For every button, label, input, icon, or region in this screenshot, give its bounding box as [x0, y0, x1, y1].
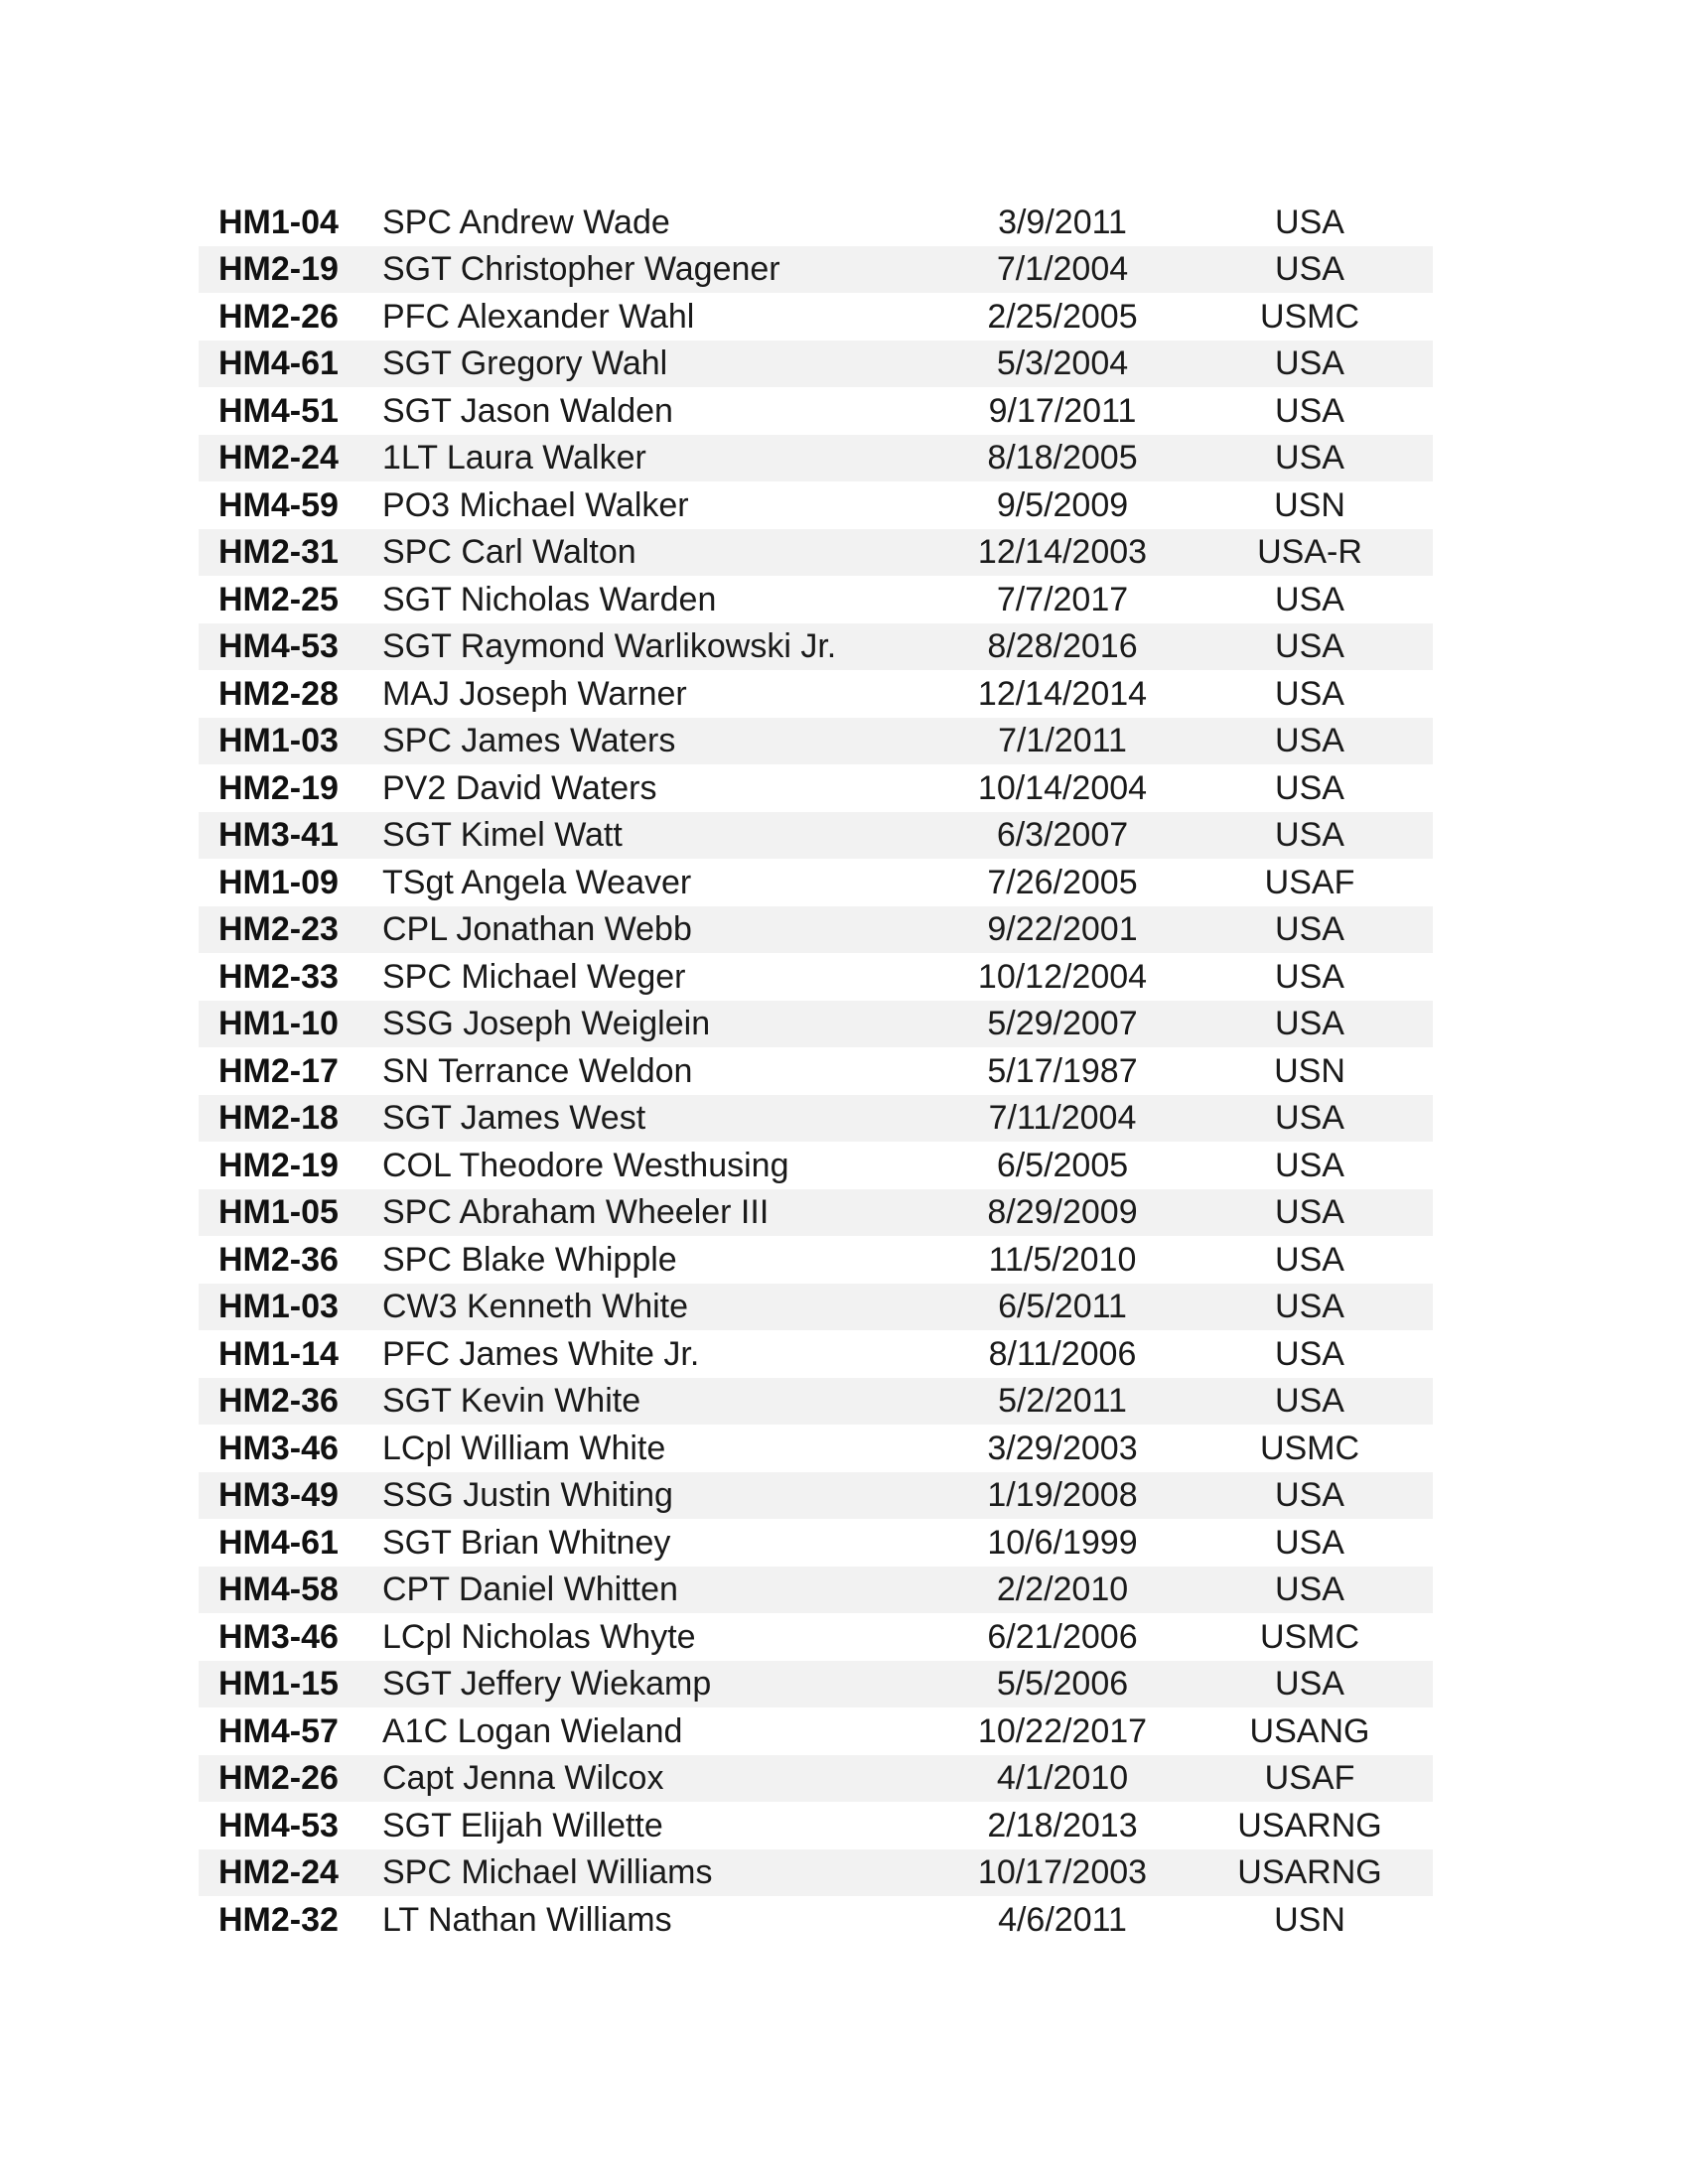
- service-member-name: SPC Abraham Wheeler III: [382, 1193, 770, 1232]
- service-branch: USA: [1275, 1523, 1344, 1562]
- panel-code: HM1-05: [218, 1193, 339, 1232]
- service-member-name: SN Terrance Weldon: [382, 1051, 693, 1090]
- table-row: [199, 812, 1433, 860]
- table-row: [199, 1896, 1433, 1944]
- service-branch: USN: [1274, 1051, 1345, 1090]
- service-member-name: PV2 David Waters: [382, 768, 657, 807]
- service-branch: USA: [1275, 1334, 1344, 1373]
- date-of-death: 4/6/2011: [998, 1900, 1127, 1939]
- table-row: [199, 906, 1433, 954]
- date-of-death: 12/14/2003: [977, 533, 1148, 572]
- panel-code: HM4-58: [218, 1570, 339, 1609]
- table-row: [199, 1707, 1433, 1755]
- service-member-name: SPC Michael Williams: [382, 1853, 713, 1892]
- service-member-name: PO3 Michael Walker: [382, 485, 689, 524]
- panel-code: HM4-57: [218, 1711, 339, 1750]
- panel-code: HM2-36: [218, 1382, 339, 1421]
- date-of-death: 8/29/2009: [987, 1193, 1138, 1232]
- service-branch: USARNG: [1237, 1806, 1382, 1844]
- table-row: [199, 1095, 1433, 1143]
- service-member-name: SGT Nicholas Warden: [382, 580, 717, 618]
- panel-code: HM4-61: [218, 344, 339, 383]
- panel-code: HM4-53: [218, 627, 339, 666]
- service-member-name: 1LT Laura Walker: [382, 439, 646, 478]
- service-member-name: LCpl William White: [382, 1429, 666, 1467]
- table-row: [199, 576, 1433, 623]
- date-of-death: 10/14/2004: [977, 768, 1148, 807]
- service-branch: USA: [1275, 957, 1344, 996]
- service-member-name: SPC Andrew Wade: [382, 203, 670, 241]
- panel-code: HM1-09: [218, 863, 339, 901]
- date-of-death: 12/14/2014: [977, 674, 1148, 713]
- panel-code: HM2-33: [218, 957, 339, 996]
- table-row: [199, 1567, 1433, 1614]
- service-branch: USA: [1275, 391, 1344, 430]
- service-member-name: A1C Logan Wieland: [382, 1711, 683, 1750]
- service-branch: USAF: [1264, 863, 1355, 901]
- table-row: [199, 1849, 1433, 1897]
- service-branch: USA: [1275, 674, 1344, 713]
- service-branch: USA: [1275, 580, 1344, 618]
- service-member-name: SGT Jason Walden: [382, 391, 673, 430]
- panel-code: HM2-28: [218, 674, 339, 713]
- service-branch: USA: [1275, 1570, 1344, 1609]
- date-of-death: 10/12/2004: [977, 957, 1148, 996]
- service-member-name: CPT Daniel Whitten: [382, 1570, 678, 1609]
- date-of-death: 6/5/2005: [996, 1146, 1129, 1184]
- table-row: [199, 859, 1433, 906]
- date-of-death: 2/18/2013: [987, 1806, 1138, 1844]
- table-row: [199, 387, 1433, 435]
- table-row: [199, 1330, 1433, 1378]
- service-member-name: SGT Elijah Willette: [382, 1806, 663, 1844]
- panel-code: HM2-17: [218, 1051, 339, 1090]
- table-row: [199, 481, 1433, 529]
- service-branch: USA: [1275, 1099, 1344, 1138]
- panel-code: HM2-31: [218, 533, 339, 572]
- date-of-death: 7/26/2005: [987, 863, 1138, 901]
- panel-code: HM2-25: [218, 580, 339, 618]
- service-member-name: SPC Carl Walton: [382, 533, 636, 572]
- service-member-name: MAJ Joseph Warner: [382, 674, 687, 713]
- table-row: [199, 435, 1433, 482]
- table-row: [199, 1472, 1433, 1520]
- date-of-death: 7/11/2004: [988, 1099, 1137, 1138]
- panel-code: HM1-04: [218, 203, 339, 241]
- date-of-death: 5/2/2011: [998, 1382, 1127, 1421]
- table-row: [199, 718, 1433, 765]
- table-row: [199, 246, 1433, 294]
- service-member-name: SPC James Waters: [382, 722, 676, 760]
- panel-code: HM2-19: [218, 768, 339, 807]
- table-row: [199, 1189, 1433, 1237]
- date-of-death: 6/5/2011: [998, 1288, 1127, 1326]
- date-of-death: 6/3/2007: [996, 816, 1129, 855]
- panel-code: HM2-26: [218, 1759, 339, 1798]
- table-row: [199, 1142, 1433, 1189]
- panel-code: HM1-10: [218, 1005, 339, 1043]
- date-of-death: 8/18/2005: [987, 439, 1138, 478]
- service-branch: USMC: [1259, 1429, 1360, 1467]
- service-branch: USN: [1274, 1900, 1345, 1939]
- date-of-death: 3/9/2011: [998, 203, 1127, 241]
- panel-code: HM3-49: [218, 1476, 339, 1515]
- service-member-name: SPC Michael Weger: [382, 957, 686, 996]
- service-branch: USA: [1275, 1665, 1344, 1704]
- panel-code: HM2-24: [218, 1853, 339, 1892]
- table-row: [199, 1425, 1433, 1472]
- service-branch: USA: [1275, 1005, 1344, 1043]
- panel-code: HM1-03: [218, 1288, 339, 1326]
- table-row: [199, 1661, 1433, 1708]
- service-member-name: Capt Jenna Wilcox: [382, 1759, 664, 1798]
- table-row: [199, 670, 1433, 718]
- service-branch: USA: [1275, 1240, 1344, 1279]
- date-of-death: 6/21/2006: [987, 1617, 1138, 1656]
- table-row: [199, 1613, 1433, 1661]
- roster-table: [199, 199, 1433, 1944]
- table-row: [199, 199, 1433, 246]
- service-member-name: SGT Raymond Warlikowski Jr.: [382, 627, 837, 666]
- date-of-death: 4/1/2010: [996, 1759, 1129, 1798]
- service-member-name: LT Nathan Williams: [382, 1900, 672, 1939]
- panel-code: HM1-03: [218, 722, 339, 760]
- service-branch: USARNG: [1237, 1853, 1382, 1892]
- panel-code: HM4-59: [218, 485, 339, 524]
- service-branch: USAF: [1264, 1759, 1355, 1798]
- panel-code: HM4-61: [218, 1523, 339, 1562]
- date-of-death: 9/5/2009: [996, 485, 1129, 524]
- date-of-death: 11/5/2010: [988, 1240, 1137, 1279]
- panel-code: HM2-23: [218, 910, 339, 949]
- panel-code: HM2-36: [218, 1240, 339, 1279]
- date-of-death: 8/28/2016: [987, 627, 1138, 666]
- table-row: [199, 764, 1433, 812]
- panel-code: HM2-19: [218, 250, 339, 289]
- panel-code: HM2-18: [218, 1099, 339, 1138]
- service-member-name: SGT James West: [382, 1099, 646, 1138]
- date-of-death: 9/22/2001: [987, 910, 1138, 949]
- table-row: [199, 1378, 1433, 1426]
- service-member-name: PFC Alexander Wahl: [382, 297, 695, 336]
- service-member-name: SSG Justin Whiting: [382, 1476, 673, 1515]
- table-row: [199, 1802, 1433, 1849]
- table-row: [199, 1047, 1433, 1095]
- service-branch: USA: [1275, 722, 1344, 760]
- service-member-name: SGT Jeffery Wiekamp: [382, 1665, 712, 1704]
- table-row: [199, 953, 1433, 1001]
- service-branch: USA-R: [1257, 533, 1362, 572]
- panel-code: HM1-14: [218, 1334, 339, 1373]
- service-branch: USMC: [1259, 297, 1360, 336]
- service-branch: USA: [1275, 627, 1344, 666]
- date-of-death: 10/22/2017: [977, 1711, 1148, 1750]
- date-of-death: 2/2/2010: [996, 1570, 1129, 1609]
- service-branch: USA: [1275, 1146, 1344, 1184]
- date-of-death: 5/5/2006: [996, 1665, 1129, 1704]
- date-of-death: 10/6/1999: [987, 1523, 1138, 1562]
- service-member-name: SPC Blake Whipple: [382, 1240, 677, 1279]
- service-branch: USMC: [1259, 1617, 1360, 1656]
- panel-code: HM3-41: [218, 816, 339, 855]
- date-of-death: 8/11/2006: [988, 1334, 1137, 1373]
- service-member-name: PFC James White Jr.: [382, 1334, 700, 1373]
- date-of-death: 5/17/1987: [987, 1051, 1138, 1090]
- table-row: [199, 293, 1433, 341]
- service-member-name: CPL Jonathan Webb: [382, 910, 692, 949]
- service-member-name: SGT Kimel Watt: [382, 816, 623, 855]
- service-branch: USA: [1275, 1382, 1344, 1421]
- service-member-name: SSG Joseph Weiglein: [382, 1005, 711, 1043]
- panel-code: HM3-46: [218, 1617, 339, 1656]
- date-of-death: 7/7/2017: [996, 580, 1129, 618]
- table-row: [199, 1284, 1433, 1331]
- date-of-death: 9/17/2011: [988, 391, 1137, 430]
- service-member-name: SGT Christopher Wagener: [382, 250, 780, 289]
- date-of-death: 1/19/2008: [987, 1476, 1138, 1515]
- service-branch: USA: [1275, 439, 1344, 478]
- table-row: [199, 341, 1433, 388]
- date-of-death: 3/29/2003: [987, 1429, 1138, 1467]
- date-of-death: 5/3/2004: [996, 344, 1129, 383]
- table-row: [199, 1001, 1433, 1048]
- service-member-name: TSgt Angela Weaver: [382, 863, 692, 901]
- service-member-name: LCpl Nicholas Whyte: [382, 1617, 696, 1656]
- panel-code: HM2-26: [218, 297, 339, 336]
- service-branch: USA: [1275, 816, 1344, 855]
- service-branch: USA: [1275, 250, 1344, 289]
- service-branch: USA: [1275, 768, 1344, 807]
- service-branch: USA: [1275, 1288, 1344, 1326]
- panel-code: HM3-46: [218, 1429, 339, 1467]
- date-of-death: 2/25/2005: [987, 297, 1138, 336]
- panel-code: HM4-51: [218, 391, 339, 430]
- table-row: [199, 529, 1433, 577]
- table-row: [199, 623, 1433, 671]
- panel-code: HM2-19: [218, 1146, 339, 1184]
- date-of-death: 10/17/2003: [977, 1853, 1148, 1892]
- service-branch: USA: [1275, 203, 1344, 241]
- panel-code: HM2-32: [218, 1900, 339, 1939]
- service-branch: USA: [1275, 910, 1344, 949]
- date-of-death: 7/1/2004: [996, 250, 1129, 289]
- service-member-name: SGT Gregory Wahl: [382, 344, 668, 383]
- service-member-name: SGT Brian Whitney: [382, 1523, 671, 1562]
- table-row: [199, 1519, 1433, 1567]
- service-member-name: SGT Kevin White: [382, 1382, 641, 1421]
- panel-code: HM4-53: [218, 1806, 339, 1844]
- service-branch: USN: [1274, 485, 1345, 524]
- panel-code: HM2-24: [218, 439, 339, 478]
- service-branch: USA: [1275, 1193, 1344, 1232]
- date-of-death: 5/29/2007: [987, 1005, 1138, 1043]
- service-branch: USA: [1275, 1476, 1344, 1515]
- service-member-name: CW3 Kenneth White: [382, 1288, 689, 1326]
- panel-code: HM1-15: [218, 1665, 339, 1704]
- service-branch: USA: [1275, 344, 1344, 383]
- table-row: [199, 1236, 1433, 1284]
- service-member-name: COL Theodore Westhusing: [382, 1146, 789, 1184]
- date-of-death: 7/1/2011: [998, 722, 1127, 760]
- service-branch: USANG: [1249, 1711, 1370, 1750]
- table-row: [199, 1755, 1433, 1803]
